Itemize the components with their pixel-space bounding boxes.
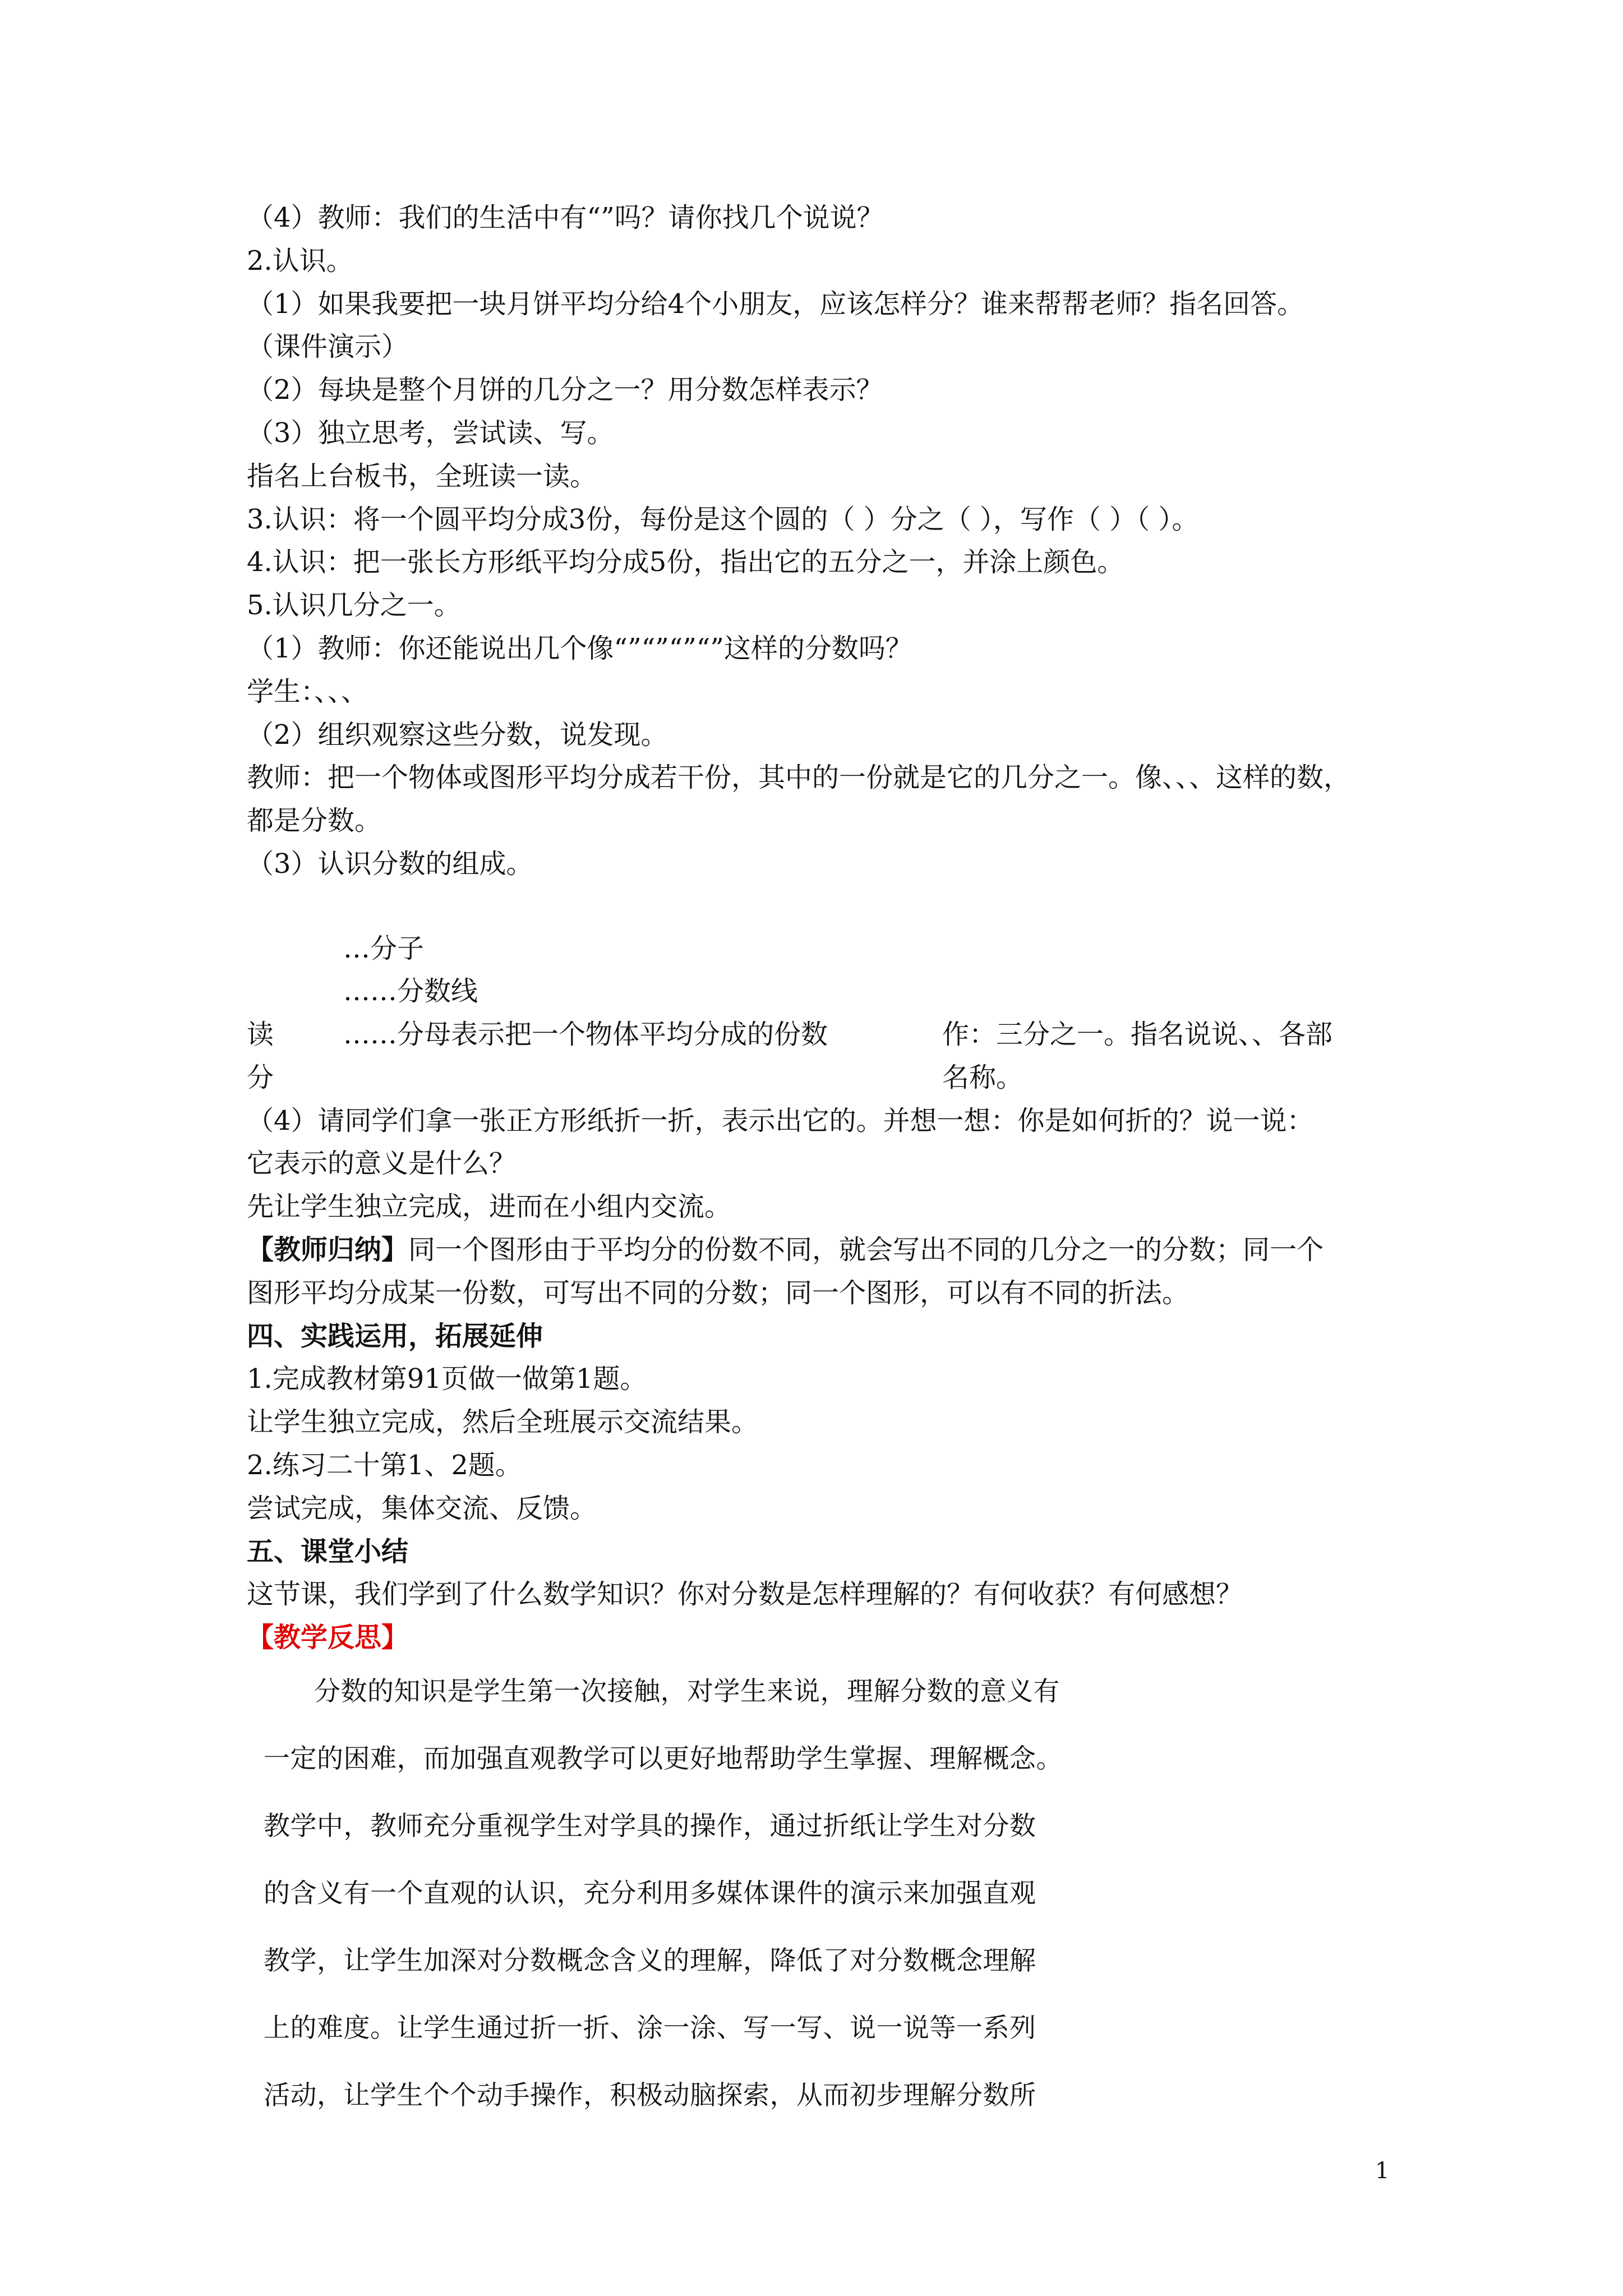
name-text: 名称。 bbox=[942, 1062, 1023, 1093]
read-label: 读 bbox=[247, 1019, 274, 1050]
numerator-label: …分子 bbox=[343, 933, 425, 964]
reflection-line: 教学，让学生加深对分数概念含义的理解，降低了对分数概念理解 bbox=[264, 1945, 1036, 1976]
text-line: 教师：把一个物体或图形平均分成若干份，其中的一份就是它的几分之一。像、、、这样的数， bbox=[247, 762, 1351, 793]
reflection-line: 一定的困难，而加强直观教学可以更好地帮助学生掌握、理解概念。 bbox=[264, 1743, 1063, 1774]
text-line: （1）如果我要把一块月饼平均分给4个小朋友，应该怎样分？谁来帮帮老师？指名回答。 bbox=[247, 288, 1304, 320]
text-line: 尝试完成，集体交流、反馈。 bbox=[247, 1493, 597, 1524]
text-line: 让学生独立完成，然后全班展示交流结果。 bbox=[247, 1406, 759, 1438]
summary-label: 【教师归纳】 bbox=[247, 1234, 409, 1266]
text-line: 先让学生独立完成，进而在小组内交流。 bbox=[247, 1191, 732, 1222]
text-line: （3）独立思考，尝试读、写。 bbox=[247, 417, 614, 449]
text-line: 1.完成教材第91页做一做第1题。 bbox=[247, 1363, 647, 1395]
section-heading-4: 四、实践运用，拓展延伸 bbox=[247, 1320, 543, 1352]
text-line: （2）组织观察这些分数，说发现。 bbox=[247, 719, 668, 751]
page-number: 1 bbox=[1375, 2158, 1390, 2184]
text-line: 它表示的意义是什么？ bbox=[247, 1148, 517, 1179]
reflection-line: 的含义有一个直观的认识，充分利用多媒体课件的演示来加强直观 bbox=[264, 1878, 1036, 1909]
text-line: 3.认识：将一个圆平均分成3份，每份是这个圆的（ ）分之（ ），写作（ ）（ ）。 bbox=[247, 504, 1199, 535]
write-as-text: 作：三分之一。指名说说、、各部 bbox=[942, 1019, 1333, 1050]
text-line: 学生：、、、 bbox=[247, 676, 368, 707]
text-line: （3）认识分数的组成。 bbox=[247, 848, 533, 880]
text-line: （4）请同学们拿一张正方形纸折一折，表示出它的。并想一想：你是如何折的？说一说： bbox=[247, 1105, 1314, 1137]
text-line: 图形平均分成某一份数，可写出不同的分数；同一个图形，可以有不同的折法。 bbox=[247, 1277, 1189, 1309]
text-line: （1）教师：你还能说出几个像“”“”“”“”这样的分数吗？ bbox=[247, 633, 912, 664]
text-line: （课件演示） bbox=[247, 331, 409, 362]
text-line: 2.练习二十第1、2题。 bbox=[247, 1450, 522, 1481]
summary-text: 同一个图形由于平均分的份数不同，就会写出不同的几分之一的分数；同一个 bbox=[408, 1234, 1324, 1266]
reflection-heading: 【教学反思】 bbox=[247, 1622, 409, 1653]
text-line: 指名上台板书，全班读一读。 bbox=[247, 461, 597, 492]
text-line: 5.认识几分之一。 bbox=[247, 590, 461, 621]
text-line: （2）每块是整个月饼的几分之一？用分数怎样表示？ bbox=[247, 374, 883, 406]
text-line: （4）教师：我们的生活中有“”吗？请你找几个说说？ bbox=[247, 202, 884, 233]
reflection-line: 分数的知识是学生第一次接触，对学生来说，理解分数的意义有 bbox=[314, 1676, 1060, 1707]
reflection-line: 教学中，教师充分重视学生对学具的操作，通过折纸让学生对分数 bbox=[264, 1811, 1036, 1842]
denominator-label: ……分母表示把一个物体平均分成的份数 bbox=[343, 1019, 828, 1050]
text-line: 2.认识。 bbox=[247, 245, 353, 277]
reflection-line: 上的难度。让学生通过折一折、涂一涂、写一写、说一说等一系列 bbox=[264, 2013, 1036, 2044]
text-line: 都是分数。 bbox=[247, 805, 382, 836]
fraction-line-label: ……分数线 bbox=[343, 976, 478, 1007]
text-line: 这节课，我们学到了什么数学知识？你对分数是怎样理解的？有何收获？有何感想？ bbox=[247, 1579, 1243, 1610]
reflection-line: 活动，让学生个个动手操作，积极动脑探索，从而初步理解分数所 bbox=[264, 2080, 1036, 2111]
teacher-summary bbox=[247, 1228, 1324, 1271]
part-label: 分 bbox=[247, 1062, 274, 1093]
text-line: 4.认识：把一张长方形纸平均分成5份，指出它的五分之一，并涂上颜色。 bbox=[247, 546, 1124, 578]
section-heading-5: 五、课堂小结 bbox=[247, 1536, 409, 1567]
